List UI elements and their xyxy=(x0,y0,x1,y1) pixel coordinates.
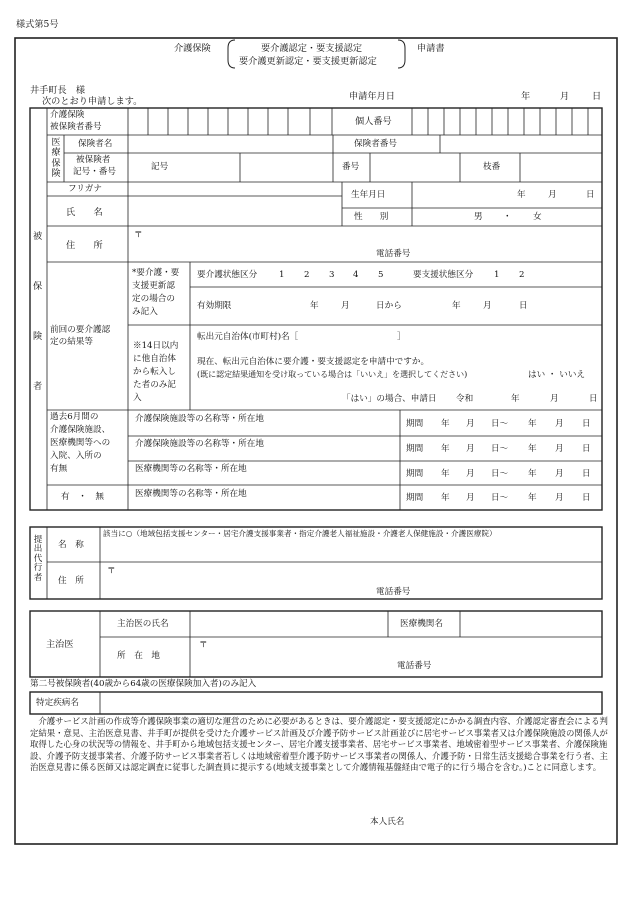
facility-label-2: 介護保険施設、 xyxy=(50,425,111,435)
apply-date-month[interactable]: 月 xyxy=(560,91,570,102)
insurer-number-label: 保険者番号 xyxy=(354,139,397,149)
if-yes-month: 月 xyxy=(550,394,559,404)
support-level-2[interactable]: 2 xyxy=(519,270,525,280)
note2-line1: ※14日以内 xyxy=(133,341,179,351)
period-3-m2: 月 xyxy=(555,469,564,479)
doctor-name-label: 主治医の氏名 xyxy=(117,619,169,629)
sex-label: 性 別 xyxy=(354,212,389,222)
period-1-d2: 日 xyxy=(582,419,591,429)
if-yes-year: 年 xyxy=(511,394,520,404)
apply-text: 次のとおり申請します。 xyxy=(42,96,143,107)
signature-label: 本人氏名 xyxy=(370,817,405,827)
period-4-y1: 年 xyxy=(441,493,450,503)
note1-line2: 支援更新認 xyxy=(132,281,175,291)
reiwa-label: 令和 xyxy=(456,394,474,404)
kigo-label: 記号 xyxy=(151,162,169,172)
furigana-label: フリガナ xyxy=(68,184,102,194)
disease-label: 特定疾病名 xyxy=(36,698,79,708)
period-4-d2: 日 xyxy=(582,493,591,503)
period-1-y2: 年 xyxy=(528,419,537,429)
birth-day[interactable]: 日 xyxy=(586,190,595,200)
valid-from-year: 年 xyxy=(310,301,319,311)
kaigo-hoken-label: 介護保険 xyxy=(174,43,211,54)
note2-line2: に他自治体 xyxy=(133,354,176,364)
period-3-y1: 年 xyxy=(441,469,450,479)
if-yes-day: 日 xyxy=(589,394,598,404)
care-level-3[interactable]: 3 xyxy=(329,270,335,280)
period-2-d2: 日 xyxy=(582,444,591,454)
period-label-2: 期間 xyxy=(406,444,424,454)
agent-side-label: 提 出 代 行 者 xyxy=(33,535,43,583)
insurer-no-label-2: 被保険者番号 xyxy=(50,122,102,132)
doctor-address-label: 所 在 地 xyxy=(117,651,160,661)
form-title: 申請書 xyxy=(417,43,445,54)
period-1-d1: 日〜 xyxy=(491,419,509,429)
prev-muni-close: ］ xyxy=(397,332,406,342)
address-label: 住 所 xyxy=(66,240,103,251)
period-3-d1: 日〜 xyxy=(491,469,509,479)
period-label-3: 期間 xyxy=(406,469,424,479)
agent-address-label: 住 所 xyxy=(58,576,84,586)
insured-side-char2: 保 xyxy=(33,281,43,292)
facility-label-1: 過去6月間の xyxy=(50,412,99,422)
prev-label-1: 前回の要介護認 xyxy=(50,325,111,335)
prev-label-2: 定の結果等 xyxy=(50,337,93,347)
facility-row-1: 介護保険施設等の名称等・所在地 xyxy=(135,414,264,424)
doctor-phone-label: 電話番号 xyxy=(397,661,432,671)
insured-side-char1: 被 xyxy=(33,231,43,242)
agent-note: 該当に○（地域包括支援センター・居宅介護支援事業者・指定介護老人福祉施設・介護老人保健施設・介護医療院） xyxy=(103,529,497,538)
care-level-5[interactable]: 5 xyxy=(378,270,384,280)
birth-label: 生年月日 xyxy=(351,190,386,200)
bango-label: 番号 xyxy=(342,162,360,172)
apply-date-year[interactable]: 年 xyxy=(521,91,531,102)
period-2-d1: 日〜 xyxy=(491,444,509,454)
support-level-1[interactable]: 1 xyxy=(494,270,500,280)
insured-side-char3: 険 xyxy=(33,331,43,342)
note2-line4: た者のみ記 xyxy=(133,380,176,390)
valid-label: 有効期限 xyxy=(197,301,232,311)
period-1-m1: 月 xyxy=(466,419,475,429)
care-level-1[interactable]: 1 xyxy=(279,270,285,280)
insured-side-char4: 者 xyxy=(33,381,43,392)
sex-female[interactable]: 女 xyxy=(533,212,542,222)
sex-male[interactable]: 男 xyxy=(474,212,483,222)
valid-to-day: 日 xyxy=(519,301,528,311)
valid-to-month: 月 xyxy=(483,301,492,311)
note1-line1: *要介護・要 xyxy=(132,268,180,278)
birth-month[interactable]: 月 xyxy=(548,190,557,200)
doctor-postal: 〒 xyxy=(199,640,208,650)
period-1-y1: 年 xyxy=(441,419,450,429)
insurer-name-label: 保険者名 xyxy=(78,139,113,149)
question-1: 現在、転出元自治体に要介護・要支援認定を申請中ですか。 xyxy=(197,357,430,367)
facility-row-3: 医療機関等の名称等・所在地 xyxy=(135,464,247,474)
period-2-m2: 月 xyxy=(555,444,564,454)
second-insured-note: 第二号被保険者(40歳から64歳の医療保険加入者)のみ記入 xyxy=(30,679,257,689)
question-2: (既に認定結果通知を受け取っている場合は「いいえ」を選択してください) xyxy=(197,370,468,379)
period-3-d2: 日 xyxy=(582,469,591,479)
period-4-d1: 日〜 xyxy=(491,493,509,503)
period-3-m1: 月 xyxy=(466,469,475,479)
period-label-4: 期間 xyxy=(406,493,424,503)
facility-label-3: 医療機関等への xyxy=(50,438,111,448)
medical-side-label: 医 療 保 険 xyxy=(51,138,61,180)
valid-from-month: 月 xyxy=(341,301,350,311)
agent-phone-label: 電話番号 xyxy=(376,587,411,597)
facility-row-2: 介護保険施設等の名称等・所在地 xyxy=(135,439,264,449)
prev-muni-label: 転出元自治体(市町村)名［ xyxy=(197,332,299,342)
apply-date-label: 申請年月日 xyxy=(349,91,395,102)
header-line2: 要介護更新認定・要支援更新認定 xyxy=(239,56,377,67)
period-2-y2: 年 xyxy=(528,444,537,454)
facility-label-5: 有無 xyxy=(50,464,68,474)
holder-label-1: 被保険者 xyxy=(76,155,111,165)
agent-name-label: 名 称 xyxy=(58,540,84,550)
holder-label-2: 記号・番号 xyxy=(73,167,116,177)
note1-line3: 定の場合の xyxy=(132,294,175,304)
facility-umu[interactable]: 有 ・ 無 xyxy=(61,492,104,502)
edaban-label: 枝番 xyxy=(483,162,501,172)
period-4-y2: 年 xyxy=(528,493,537,503)
sex-separator: ・ xyxy=(503,212,512,222)
period-label-1: 期間 xyxy=(406,419,424,429)
birth-year[interactable]: 年 xyxy=(517,190,526,200)
note2-line5: 入 xyxy=(133,393,142,403)
facility-row-4: 医療機関等の名称等・所在地 xyxy=(135,489,247,499)
valid-from-day: 日から xyxy=(376,301,402,311)
period-2-y1: 年 xyxy=(441,444,450,454)
doctor-label: 主治医 xyxy=(46,639,74,650)
consent-text: 介護サービス計画の作成等介護保険事業の適切な運営のために必要があるときは、要介護認定・要支援認定にかかる調査内容、介護認定審査会による判定結果・意見、主治医意見書、井手町が提供を受けた介護サービス計画及び介護予防サービス計画並びに居宅サービス事業者又は介護保険施設の関係人が取得した心身の状況等の情報を、井手町から地域包括支援センター、居宅介護支援事業者、居宅サービス事業者、地域密着型サービス事業者、介護保険施設、介護予防支援事業者、介護予防サービス事業者若しくは地域密着型介護予防サービス事業者の関係人、介護予防・日常生活支援総合事業を行う者、主治医意見書に係る医師又は認定調査に従事した調査員に提示する(地域支援事業として介護情報基盤経由で電子的に行う場合を含む。)ことに同意します。 xyxy=(30,716,608,773)
insurer-no-label-1: 介護保険 xyxy=(50,110,85,120)
period-2-m1: 月 xyxy=(466,444,475,454)
phone-label: 電話番号 xyxy=(376,249,411,259)
period-4-m1: 月 xyxy=(466,493,475,503)
yes-no-choice[interactable]: はい ・ いいえ xyxy=(528,370,586,380)
institution-label: 医療機関名 xyxy=(400,619,443,629)
note1-line4: み記入 xyxy=(132,307,158,317)
care-level-label: 要介護状態区分 xyxy=(197,270,258,280)
apply-date-day[interactable]: 日 xyxy=(592,91,602,102)
support-level-label: 要支援状態区分 xyxy=(413,270,474,280)
valid-to-year: 年 xyxy=(452,301,461,311)
my-number-label: 個人番号 xyxy=(355,116,392,127)
period-4-m2: 月 xyxy=(555,493,564,503)
header-line1: 要介護認定・要支援認定 xyxy=(261,43,363,54)
agent-postal: 〒 xyxy=(107,566,116,576)
addressee: 井手町長 様 xyxy=(30,85,86,96)
postal-mark: 〒 xyxy=(134,230,143,240)
form-number: 様式第5号 xyxy=(16,19,59,30)
period-1-m2: 月 xyxy=(555,419,564,429)
name-label: 氏 名 xyxy=(66,207,103,218)
if-yes-label: 「はい」の場合、申請日 xyxy=(342,394,437,404)
period-3-y2: 年 xyxy=(528,469,537,479)
note2-line3: から転入し xyxy=(133,367,176,377)
care-level-4[interactable]: 4 xyxy=(353,270,359,280)
facility-label-4: 入院、入所の xyxy=(50,451,102,461)
care-level-2[interactable]: 2 xyxy=(304,270,310,280)
